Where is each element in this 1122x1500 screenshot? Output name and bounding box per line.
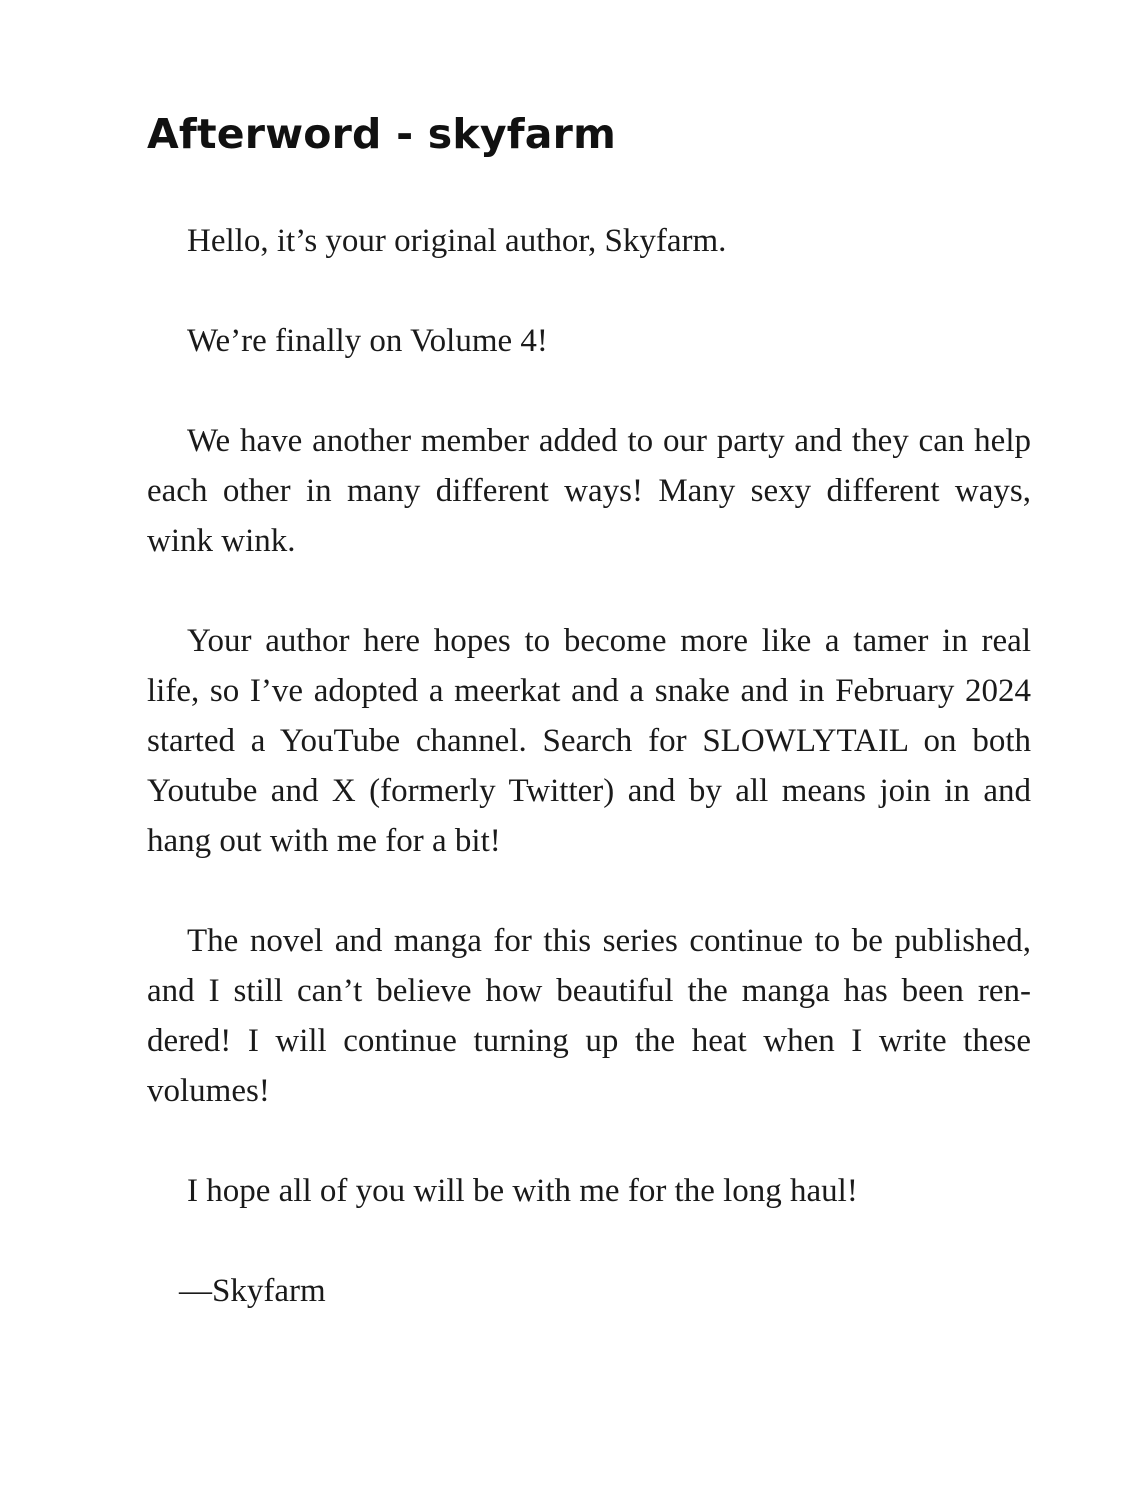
paragraph-party: We have another member added to our party and they can help each other in many different ways! Many sexy different ways, wink wink. xyxy=(147,423,1031,559)
paragraph-manga: The novel and manga for this series continue to be published, and I still can’t believe how beautiful the manga has been rendered! I will continue turning up the heat when I write these volumes! xyxy=(147,923,1031,1109)
paragraph-closing: I hope all of you will be with me for the long haul! xyxy=(187,1173,858,1209)
paragraph-volume: We’re finally on Volume 4! xyxy=(187,323,548,359)
afterword-body xyxy=(147,216,1031,1316)
paragraph-greeting: Hello, it’s your original author, Skyfarm. xyxy=(187,223,727,259)
author-signature: —Skyfarm xyxy=(179,1273,326,1309)
paragraph-youtube: Your author here hopes to become more like a tamer in real life, so I’ve adopted a meerkat and a snake and in February 2024 started a YouTube channel. Search for SLOWLYTAIL on both Youtube and X (formerly Twitter) and by all means join in and hang out with me for a bit! xyxy=(147,623,1031,859)
afterword-heading: Afterword - skyfarm xyxy=(147,110,617,158)
